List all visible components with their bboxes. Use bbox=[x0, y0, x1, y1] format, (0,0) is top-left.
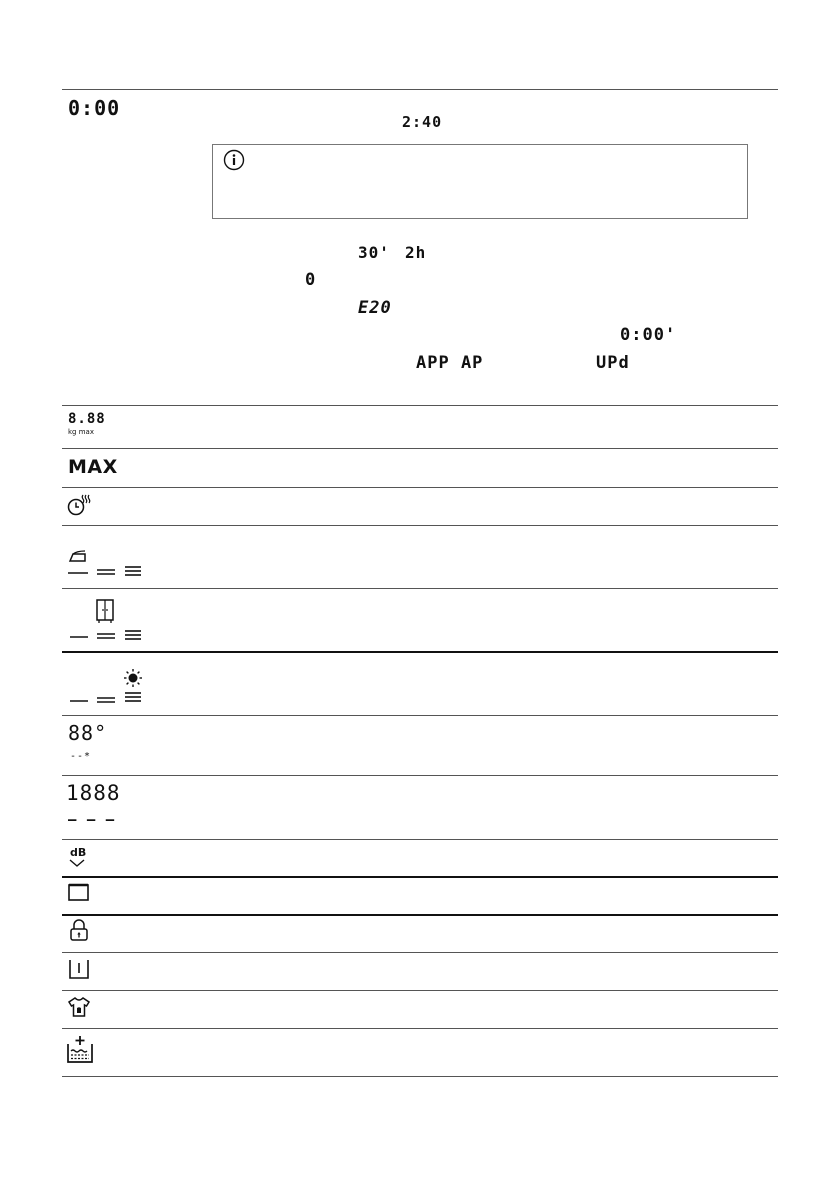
row-divider bbox=[62, 487, 778, 488]
row-divider bbox=[62, 448, 778, 449]
display-load-caption: kg max bbox=[68, 428, 94, 436]
row-divider bbox=[62, 651, 778, 653]
row-divider bbox=[62, 405, 778, 406]
buzzer-db-label: dB bbox=[70, 846, 87, 859]
garment-icon bbox=[67, 996, 91, 1018]
display-spin-speed: 1888 bbox=[66, 781, 121, 805]
extra-dry-level-icon bbox=[67, 668, 147, 708]
display-load-weight: 8.88 bbox=[68, 411, 106, 427]
display-upd: UPd bbox=[596, 353, 630, 373]
row-divider bbox=[62, 1028, 778, 1029]
display-zero-time: 0:00' bbox=[620, 325, 677, 345]
display-e20: E20 bbox=[358, 298, 392, 318]
row-divider bbox=[62, 876, 778, 878]
door-icon bbox=[68, 882, 90, 902]
display-temperature-dashes: --* bbox=[70, 751, 92, 762]
row-divider bbox=[62, 715, 778, 716]
table-bottom-border bbox=[62, 1076, 778, 1077]
row-divider bbox=[62, 775, 778, 776]
buzzer-db-icon bbox=[69, 858, 85, 868]
display-temperature: 88° bbox=[68, 721, 108, 745]
display-app-ap: APP AP bbox=[416, 353, 484, 373]
row-divider bbox=[62, 839, 778, 840]
table-top-border bbox=[62, 89, 778, 90]
water-tank-icon bbox=[68, 958, 90, 980]
iron-dry-level-icon bbox=[67, 548, 147, 578]
info-note-box bbox=[212, 144, 748, 219]
time-steam-icon bbox=[67, 493, 91, 517]
display-spin-dashes: – – – bbox=[68, 812, 116, 828]
row-divider bbox=[62, 914, 778, 916]
display-2-hours: 2h bbox=[405, 243, 427, 262]
add-water-icon bbox=[66, 1035, 94, 1065]
display-zero: 0 bbox=[305, 270, 317, 290]
display-inline-time: 2:40 bbox=[402, 113, 443, 131]
max-load-label: MAX bbox=[68, 456, 118, 478]
display-time-symbol: 0:00 bbox=[68, 96, 121, 120]
child-lock-icon bbox=[69, 919, 89, 941]
row-divider bbox=[62, 952, 778, 953]
info-icon bbox=[223, 149, 245, 171]
row-divider bbox=[62, 525, 778, 526]
row-divider bbox=[62, 990, 778, 991]
cupboard-dry-level-icon bbox=[67, 598, 147, 642]
display-30-minutes: 30' bbox=[358, 243, 390, 262]
row-divider bbox=[62, 588, 778, 589]
